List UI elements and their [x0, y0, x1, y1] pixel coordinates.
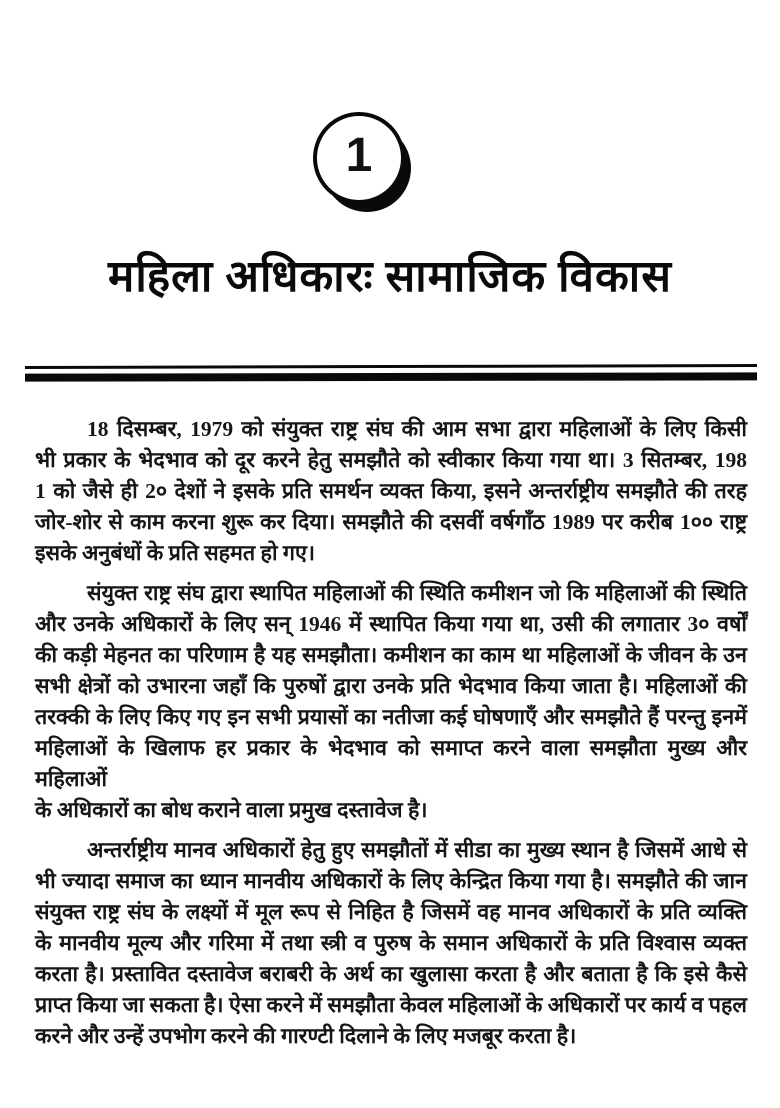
text-line: संयुक्त राष्ट्र संघ द्वारा स्थापित महिलाओं की स्थिति कमीशन जो कि महिलाओं की स्थिति	[87, 581, 747, 605]
text-line: 1 को जैसे ही 2० देशों ने इसके प्रति समर्थन व्यक्त किया, इसने अन्तर्राष्ट्रीय समझौते की तरह	[35, 479, 747, 503]
text-line: की कड़ी मेहनत का परिणाम है यह समझौता। कमीशन का काम था महिलाओं के जीवन के उन	[35, 643, 747, 667]
chapter-number-badge	[313, 112, 405, 204]
text-line: 18 दिसम्बर, 1979 को संयुक्त राष्ट्र संघ की आम सभा द्वारा महिलाओं के लिए किसी	[87, 417, 747, 441]
text-line: के मानवीय मूल्य और गरिमा में तथा स्त्री व पुरुष के समान अधिकारों के प्रति विश्वास व्यक्त	[35, 931, 747, 955]
rule-thin-line	[25, 364, 757, 369]
text-line: करता है। प्रस्तावित दस्तावेज बराबरी के अर्थ का खुलासा करता है और बताता है कि इसे कैसे	[35, 962, 747, 986]
text-line: भी ज्यादा समाज का ध्यान मानवीय अधिकारों के लिए केन्द्रित किया गया है। समझौते की जान	[35, 869, 747, 893]
text-line: प्राप्त किया जा सकता है। ऐसा करने में समझौता केवल महिलाओं के अधिकारों पर कार्य व पहल	[35, 993, 747, 1017]
rule-thick-line	[25, 372, 757, 381]
double-rule	[25, 365, 757, 381]
text-line: इसके अनुबंधों के प्रति सहमत हो गए।	[35, 541, 316, 565]
paragraph	[35, 578, 747, 826]
paragraph	[35, 835, 747, 1052]
text-line: तरक्की के लिए किए गए इन सभी प्रयासों का नतीजा कई घोषणाएँ और समझौते हैं परन्तु इनमें	[35, 705, 747, 729]
body-text	[35, 414, 747, 1052]
text-line: और उनके अधिकारों के लिए सन् 1946 में स्थापित किया गया था, उसी की लगातार 3० वर्षों	[35, 612, 747, 636]
page-title: महिला अधिकारः सामाजिक विकास	[108, 252, 672, 301]
text-line: जोर-शोर से काम करना शुरू कर दिया। समझौते की दसवीं वर्षगाँठ 1989 पर करीब 1०० राष्ट्र	[35, 510, 747, 534]
text-line: के अधिकारों का बोध कराने वाला प्रमुख दस्तावेज है।	[35, 798, 428, 822]
paragraph	[35, 414, 747, 569]
text-line: सभी क्षेत्रों को उभारना जहाँ कि पुरुषों द्वारा उनके प्रति भेदभाव किया जाता है। महिलाओं की	[35, 674, 747, 698]
chapter-number: 1	[345, 129, 373, 182]
text-line: संयुक्त राष्ट्र संघ के लक्ष्यों में मूल रूप से निहित है जिसमें वह मानव अधिकारों के प्रति व्यक्ति	[35, 900, 747, 924]
text-line: अन्तर्राष्ट्रीय मानव अधिकारों हेतु हुए समझौतों में सीडा का मुख्य स्थान है जिसमें आधे से	[87, 838, 747, 862]
text-line: भी प्रकार के भेदभाव को दूर करने हेतु समझौते को स्वीकार किया गया था। 3 सितम्बर, 198	[35, 448, 747, 472]
text-line: महिलाओं के खिलाफ हर प्रकार के भेदभाव को समाप्त करने वाला समझौता मुख्य और महिलाओं	[35, 736, 747, 791]
text-line: करने और उन्हें उपभोग करने की गारण्टी दिलाने के लिए मजबूर करता है।	[35, 1024, 577, 1048]
